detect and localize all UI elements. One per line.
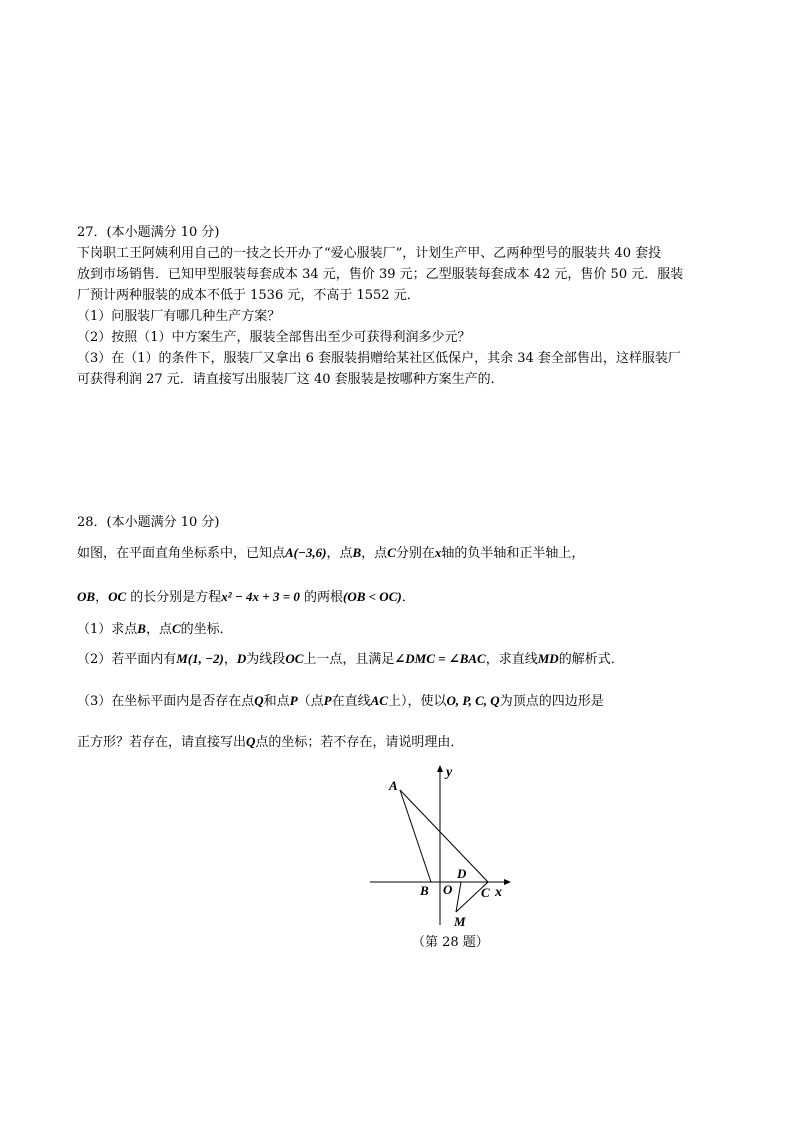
q27-text-line: 下岗职工王阿姨利用自己的一技之长开办了“爱心服装厂”，计划生产甲、乙两种型号的服装共 40 套投 bbox=[77, 246, 662, 261]
label-b: B bbox=[420, 883, 429, 898]
point-a: A(−3,6) bbox=[285, 545, 327, 560]
label-c: C bbox=[481, 885, 490, 900]
q27-text-line: 厂预计两种服装的成本不低于 1536 元，不高于 1552 元． bbox=[77, 288, 420, 303]
q28-part2: （2）若平面内有M(1, −2)，D为线段OC上一点，且满足∠DMC = ∠BAC，求直线MD的解析式． bbox=[77, 651, 624, 667]
segment-oc: OC bbox=[108, 589, 127, 604]
q28-part1: （1）求点B，点C的坐标． bbox=[77, 621, 233, 637]
x-symbol: x bbox=[434, 545, 442, 560]
q27-part2: （2）按照（1）中方案生产，服装全部售出至少可获得利润多少元？ bbox=[77, 330, 471, 345]
condition: (OB < OC) bbox=[343, 589, 402, 604]
q28-equation-line: OB，OC 的长分别是方程x² − 4x + 3 = 0 的两根(OB < OC)． bbox=[77, 589, 415, 605]
q27-part3: （3）在（1）的条件下，服装厂又拿出 6 套服装捐赠给某社区低保户，其余 34 套全部售出，这样服装厂 bbox=[77, 351, 681, 366]
point-b: B bbox=[352, 545, 362, 560]
figure-caption: （第 28 题） bbox=[412, 935, 489, 950]
label-a: A bbox=[389, 778, 398, 793]
label-y: y bbox=[446, 765, 453, 780]
segment-ob: OB bbox=[77, 589, 96, 604]
point-m: M(1, −2) bbox=[176, 651, 224, 666]
q28-intro-line: 如图，在平面直角坐标系中，已知点A(−3,6)，点B，点C分别在x轴的负半轴和正半轴上， bbox=[77, 545, 585, 561]
point-c: C bbox=[387, 545, 396, 560]
q27-part1: （1）问服装厂有哪几种生产方案？ bbox=[77, 309, 281, 324]
label-d: D bbox=[457, 866, 467, 881]
quadratic-equation: x² − 4x + 3 = 0 bbox=[221, 589, 300, 604]
segment-ab bbox=[400, 790, 431, 882]
q28-heading: 28．(本小题满分 10 分) bbox=[77, 515, 220, 530]
label-o: O bbox=[443, 882, 453, 897]
label-x: x bbox=[495, 885, 502, 900]
segment-ac bbox=[400, 790, 488, 882]
q28-part3-cont: 正方形？若存在，请直接写出Q点的坐标；若不存在，请说明理由． bbox=[77, 734, 464, 750]
angle-condition: ∠DMC = ∠BAC bbox=[394, 651, 486, 666]
q27-heading: 27．(本小题满分 10 分) bbox=[77, 225, 220, 240]
label-m: M bbox=[454, 914, 466, 929]
q27-text-line: 放到市场销售．已知甲型服装每套成本 34 元，售价 39 元；乙型服装每套成本 42 元，售价 50 元．服装 bbox=[77, 267, 684, 282]
q27-part3-cont: 可获得利润 27 元．请直接写出服装厂这 40 套服装是按哪种方案生产的． bbox=[77, 372, 504, 387]
q28-part3: （3）在坐标平面内是否存在点Q和点P（点P在直线AC上），使以O, P, C, Q为顶点的四边形是 bbox=[77, 693, 604, 709]
